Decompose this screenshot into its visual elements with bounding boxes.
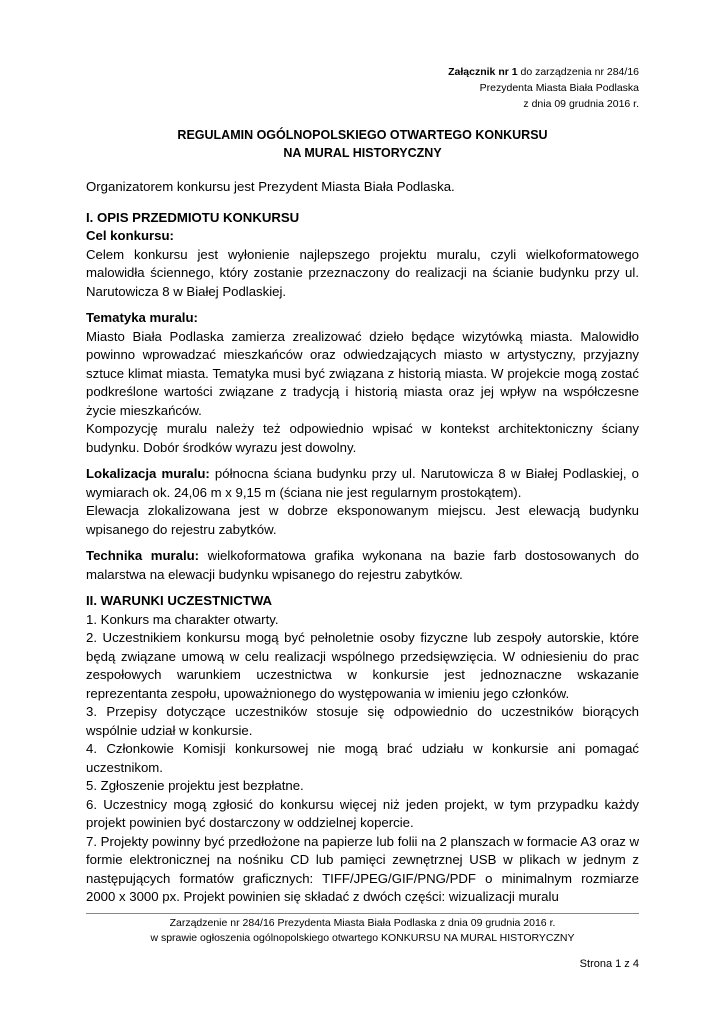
theme-paragraph-1: Miasto Biała Podlaska zamierza zrealizować dzieło będące wizytówką miasta. Malowidło powinno wprowadzać mieszkańców oraz odwiedzających miasto w artystyczny, przyjazny sztuce klimat miasta. Tematyka musi być związana z historią miasta. W projekcie mogą zostać podkreślone wartości związane z tradycją i historią miasta oraz jej wpływ na współczesne życie mieszkańców.	[86, 328, 639, 418]
technique-paragraph	[86, 547, 639, 584]
list-item: 5. Zgłoszenie projektu jest bezpłatne.	[86, 778, 304, 793]
page-footer	[86, 916, 639, 946]
location-paragraph-2: Elewacja zlokalizowana jest w dobrze eksponowanym miejscu. Jest elewacją budynku wpisanego do rejestru zabytków.	[86, 503, 639, 537]
section-2-heading: II. WARUNKI UCZESTNICTWA	[86, 593, 273, 608]
goal-paragraph: Celem konkursu jest wyłonienie najlepszego projektu muralu, czyli wielkoformatowego malowidła ściennego, który zostanie przeznaczony do realizacji na ścianie budynku przy ul. Narutowicza 8 w Białej Podlaskiej.	[86, 246, 639, 299]
section-1-heading: I. OPIS PRZEDMIOTU KONKURSU	[86, 209, 300, 225]
location-label: Lokalizacja muralu:	[86, 466, 210, 481]
technique-label: Technika muralu:	[86, 548, 200, 563]
list-item: 7. Projekty powinny być przedłożone na papierze lub folii na 2 planszach w formacie A3 oraz w formie elektronicznej na nośniku CD lub pamięci zewnętrznej USB w plikach w jednym z następujących formatów graficznych: TIFF/JPEG/GIF/PNG/PDF o minimalnym rozmiarze 2000 x 3000 px. Projekt powinien się składać z dwóch części: wizualizacji muralu	[86, 833, 639, 904]
page-number: Strona 1 z 4	[579, 958, 639, 970]
header-line-2: Prezydenta Miasta Biała Podlaska	[479, 82, 639, 94]
location-paragraph	[86, 465, 639, 502]
footer-divider	[86, 913, 639, 914]
list-item: 6. Uczestnicy mogą zgłosić do konkursu więcej niż jeden projekt, w tym przypadku każdy projekt powinien być dostarczony w oddzielnej kopercie.	[86, 796, 639, 830]
header-line-3: z dnia 09 grudnia 2016 r.	[523, 98, 639, 110]
list-item: 2. Uczestnikiem konkursu mogą być pełnoletnie osoby fizyczne lub zespoły autorskie, które będą związane umową w celu realizacji wspólnego przedsięwzięcia. W odniesieniu do prac zespołowych warunkiem uczestnictwa w konkursie jest jednoznaczne wskazanie reprezentanta zespołu, upoważnionego do występowania w imieniu jego członków.	[86, 630, 639, 701]
technique-text: wielkoformatowa grafika wykonana na bazie farb dostosowanych do malarstwa na elewacji budynku wpisanego do rejestru zabytków.	[86, 548, 639, 582]
attachment-header	[448, 64, 639, 112]
theme-heading: Tematyka muralu:	[86, 310, 198, 325]
intro-paragraph: Organizatorem konkursu jest Prezydent Miasta Biała Podlaska.	[86, 179, 455, 194]
title-line-1: REGULAMIN OGÓLNOPOLSKIEGO OTWARTEGO KONKURSU	[177, 128, 548, 142]
footer-line-2: w sprawie ogłoszenia ogólnopolskiego otwartego KONKURSU NA MURAL HISTORYCZNY	[150, 932, 575, 944]
list-item: 3. Przepisy dotyczące uczestników stosuje się odpowiednio do uczestników biorących wspólnie udział w konkursie.	[86, 704, 639, 738]
title-line-2: NA MURAL HISTORYCZNY	[283, 146, 442, 160]
header-regulation-ref: do zarządzenia nr 284/16	[517, 66, 639, 78]
footer-line-1: Zarządzenie nr 284/16 Prezydenta Miasta Biała Podlaska z dnia 09 grudnia 2016 r.	[169, 917, 556, 929]
theme-paragraph-2: Kompozycję muralu należy też odpowiednio wpisać w kontekst architektoniczny ściany budynku. Dobór środków wyrazu jest dowolny.	[86, 421, 639, 455]
header-attachment-number: Załącznik nr 1	[448, 66, 518, 78]
list-item: 1. Konkurs ma charakter otwarty.	[86, 611, 279, 627]
goal-heading: Cel konkursu:	[86, 228, 174, 243]
document-body	[86, 178, 639, 907]
header-line-1	[448, 64, 639, 80]
document-title	[86, 126, 639, 162]
location-text: północna ściana budynku przy ul. Narutowicza 8 w Białej Podlaskiej, o wymiarach ok. 24,06 m x 9,15 m (ściana nie jest regularnym prostokątem).	[86, 466, 639, 500]
list-item: 4. Członkowie Komisji konkursowej nie mogą brać udziału w konkursie ani pomagać uczestnikom.	[86, 741, 639, 775]
